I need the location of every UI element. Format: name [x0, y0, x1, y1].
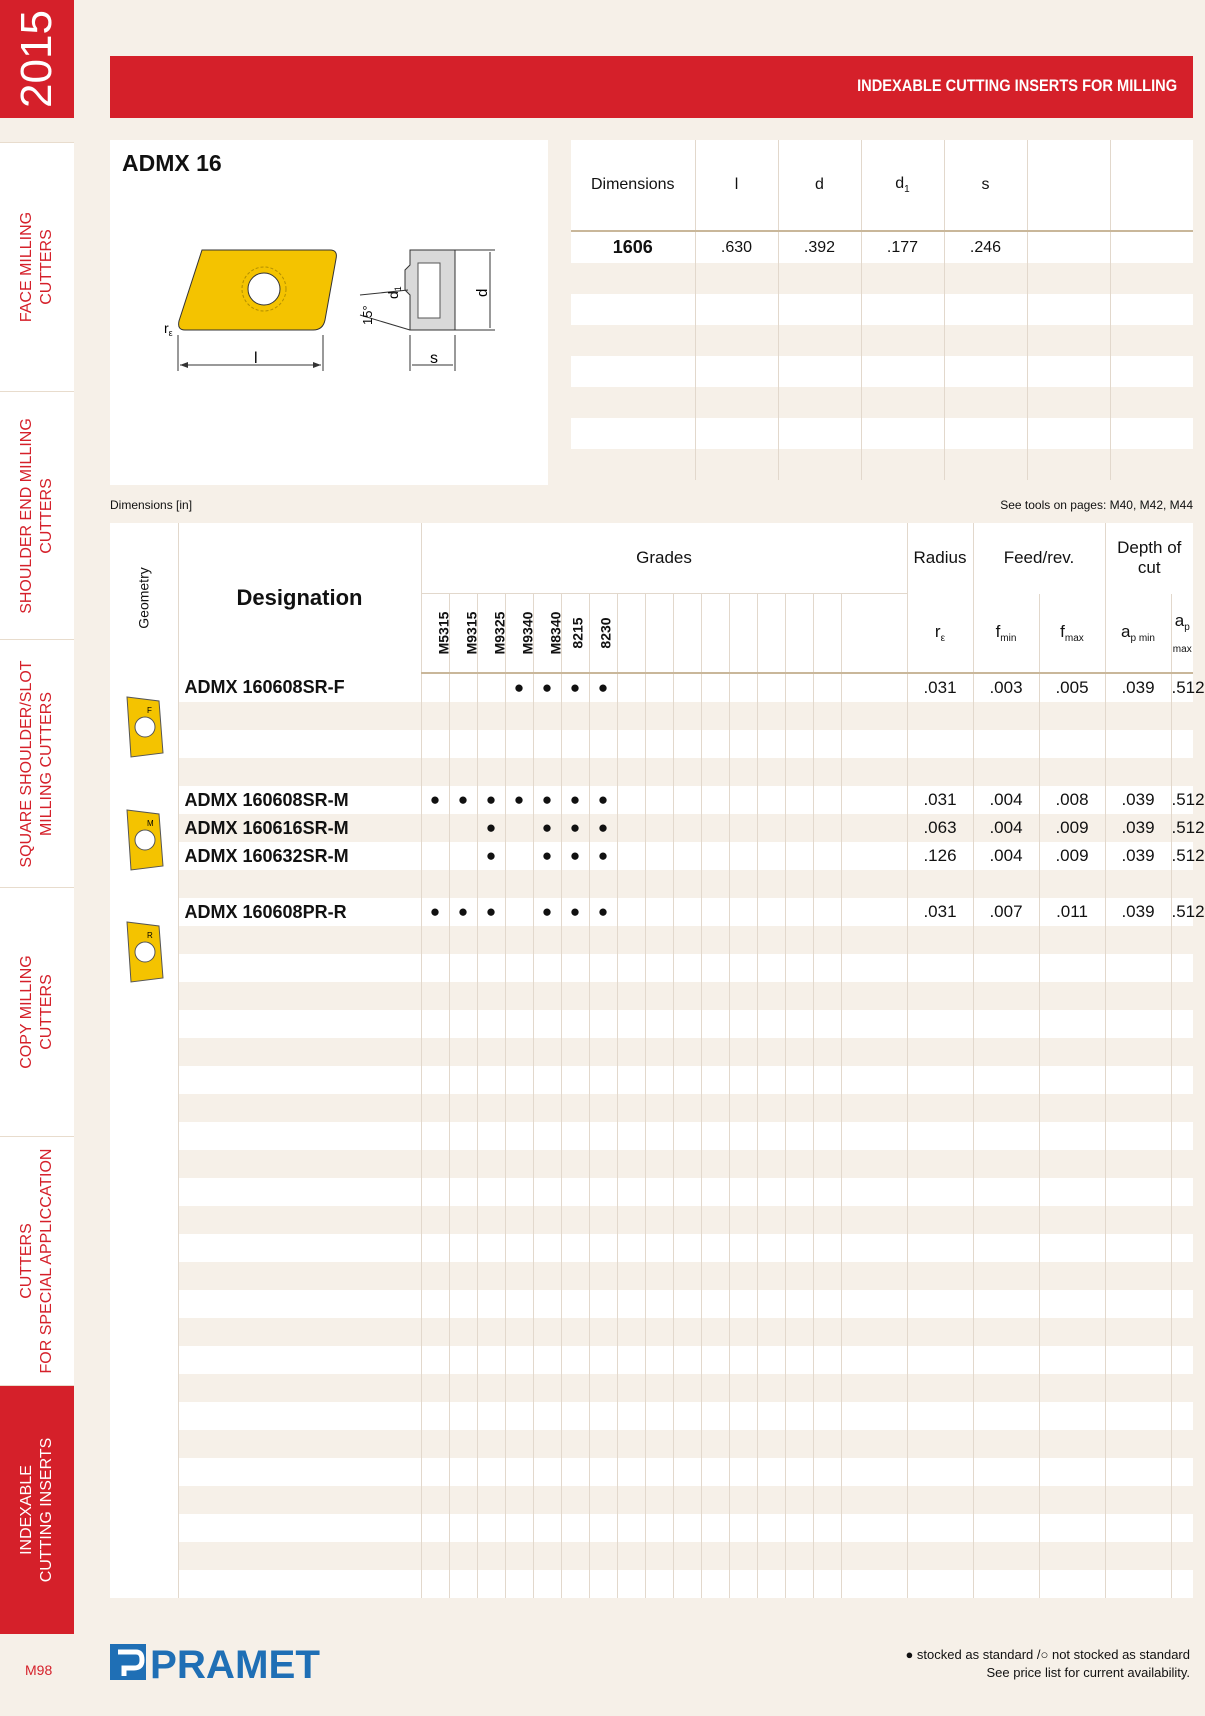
grade-availability: ● [533, 842, 561, 870]
fmax-value: .008 [1039, 786, 1105, 814]
grade-availability: ● [533, 898, 561, 926]
empty-row [110, 1094, 1193, 1122]
apmax-value: .512 [1171, 842, 1193, 870]
year-tab [0, 0, 74, 118]
empty-row [110, 1038, 1193, 1066]
empty-row [110, 758, 1193, 786]
designation-cell: ADMX 160608PR-R [178, 898, 421, 926]
grade-availability: ● [589, 673, 617, 702]
svg-text:F: F [146, 706, 152, 715]
table-row [110, 898, 1193, 926]
header-bar [110, 56, 1193, 118]
empty-row [110, 870, 1193, 898]
sidebar-item-shoulder-end-milling[interactable] [0, 391, 74, 640]
geometry-icon [110, 673, 178, 786]
pramet-logo [110, 1642, 320, 1686]
d-label: d [474, 288, 491, 297]
sidebar-item-label: SQUARE SHOULDER/SLOT MILLING CUTTERS [18, 660, 55, 868]
empty-row [110, 1346, 1193, 1374]
empty-row [110, 982, 1193, 1010]
empty-row [110, 1150, 1193, 1178]
apmax-value: .512 [1171, 814, 1193, 842]
legend [905, 1646, 1190, 1682]
grade-availability: ● [477, 786, 505, 814]
apmin-value: .039 [1105, 898, 1171, 926]
table-row [110, 786, 1193, 814]
grade-availability [421, 814, 449, 842]
l-value: .630 [695, 231, 778, 263]
grade-header: 8215 [561, 594, 589, 674]
empty-row [110, 1206, 1193, 1234]
fmin-value: .004 [973, 814, 1039, 842]
geometry-header: Geometry [110, 523, 178, 673]
empty-row [110, 1178, 1193, 1206]
inserts-table [110, 523, 1205, 1598]
grade-availability: ● [477, 814, 505, 842]
grade-header: M5315 [421, 594, 449, 674]
apmin-subheader: $a_{p min}$ [1105, 594, 1171, 674]
sidebar-item-label: COPY MILLING CUTTERS [18, 955, 55, 1069]
grade-availability: ● [477, 898, 505, 926]
designation-cell: ADMX 160616SR-M [178, 814, 421, 842]
grade-availability: ● [561, 786, 589, 814]
apmin-value: .039 [1105, 673, 1171, 702]
fmax-subheader: $f_{max}$ [1039, 594, 1105, 674]
grade-header: M9315 [449, 594, 477, 674]
sidebar-item-indexable-inserts[interactable] [0, 1385, 74, 1634]
empty-row [110, 1234, 1193, 1262]
fmax-value: .011 [1039, 898, 1105, 926]
apmin-value: .039 [1105, 842, 1171, 870]
empty-row [110, 702, 1193, 730]
empty-row [110, 1430, 1193, 1458]
year-label: 2015 [12, 10, 61, 108]
empty-row [110, 1458, 1193, 1486]
empty-row [110, 1318, 1193, 1346]
grade-availability: ● [589, 898, 617, 926]
geometry-icon [110, 898, 178, 1010]
see-tools-note: See tools on pages: M40, M42, M44 [1000, 498, 1193, 512]
empty-row [110, 1122, 1193, 1150]
grade-availability [477, 673, 505, 702]
designation-cell: ADMX 160608SR-M [178, 786, 421, 814]
apmin-value: .039 [1105, 814, 1171, 842]
fmax-value: .009 [1039, 814, 1105, 842]
fmin-value: .004 [973, 842, 1039, 870]
header-title: INDEXABLE CUTTING INSERTS FOR MILLING [856, 76, 1177, 95]
d1-header: $d_1$ [861, 140, 944, 231]
sidebar-item-label: SHOULDER END MILLING CUTTERS [18, 418, 55, 614]
grade-availability: ● [561, 814, 589, 842]
s-value: .246 [944, 231, 1027, 263]
empty-row [110, 1514, 1193, 1542]
dimensions-table [571, 140, 1193, 480]
apmin-value: .039 [1105, 786, 1171, 814]
grade-header: M8340 [533, 594, 561, 674]
sidebar-item-special-application[interactable] [0, 1136, 74, 1385]
r-value: .031 [907, 786, 973, 814]
grade-availability: ● [449, 786, 477, 814]
radius-header: Radius [907, 523, 973, 594]
dimensions-header-row [571, 140, 1193, 231]
apmax-value: .512 [1171, 673, 1193, 702]
sidebar-item-copy-milling[interactable] [0, 887, 74, 1136]
empty-row [110, 1290, 1193, 1318]
s-label: s [430, 350, 438, 367]
grade-availability: ● [505, 786, 533, 814]
product-title: ADMX 16 [122, 150, 222, 176]
l-header: l [695, 140, 778, 231]
radius-label: $r_\varepsilon$ [164, 320, 173, 338]
designation-cell: ADMX 160632SR-M [178, 842, 421, 870]
grade-availability [421, 842, 449, 870]
grade-availability: ● [421, 898, 449, 926]
empty-row [110, 1570, 1193, 1598]
sidebar-item-square-shoulder[interactable] [0, 639, 74, 888]
grade-availability: ● [421, 786, 449, 814]
empty-row [110, 1010, 1193, 1038]
table-header-row [110, 523, 1193, 594]
grade-availability [449, 673, 477, 702]
grade-availability: ● [505, 673, 533, 702]
apmax-subheader: $a_{p max}$ [1171, 594, 1193, 674]
empty-row [110, 730, 1193, 758]
grade-header: 8230 [589, 594, 617, 674]
table-row [110, 842, 1193, 870]
grade-availability: ● [561, 842, 589, 870]
designation-cell: ADMX 160608SR-F [178, 673, 421, 702]
grade-availability [449, 814, 477, 842]
depth-header: Depth of cut [1105, 523, 1193, 594]
sidebar-item-label: CUTTERS FOR SPECIAL APPLICCATION [18, 1148, 55, 1374]
sidebar-item-label: FACE MILLING CUTTERS [18, 211, 55, 323]
designation-header: Designation [178, 523, 421, 673]
grade-availability: ● [533, 814, 561, 842]
dimensions-header: Dimensions [571, 140, 695, 231]
grade-availability: ● [533, 673, 561, 702]
grade-availability [505, 814, 533, 842]
logo-text: PRAMET [150, 1643, 320, 1687]
grade-availability [505, 898, 533, 926]
r-value: .031 [907, 673, 973, 702]
fmax-value: .005 [1039, 673, 1105, 702]
fmin-value: .003 [973, 673, 1039, 702]
empty-row [110, 1486, 1193, 1514]
grade-availability: ● [561, 673, 589, 702]
s-header: s [944, 140, 1027, 231]
fmin-subheader: $f_{min}$ [973, 594, 1039, 674]
grade-header: M9340 [505, 594, 533, 674]
grade-availability: ● [533, 786, 561, 814]
grade-availability [421, 673, 449, 702]
legend-line: ● stocked as standard /○ not stocked as standard [905, 1647, 1190, 1662]
grade-header: M9325 [477, 594, 505, 674]
dimension-code: 1606 [571, 231, 695, 263]
fmax-value: .009 [1039, 842, 1105, 870]
grade-availability [505, 842, 533, 870]
insert-side-view [360, 250, 495, 371]
geometry-icon [110, 786, 178, 898]
r-value: .031 [907, 898, 973, 926]
radius-subheader: $r_\varepsilon$ [907, 594, 973, 674]
d-value: .392 [778, 231, 861, 263]
r-value: .063 [907, 814, 973, 842]
grade-availability: ● [449, 898, 477, 926]
grade-availability [449, 842, 477, 870]
fmin-value: .007 [973, 898, 1039, 926]
sidebar-item-face-milling[interactable] [0, 142, 74, 391]
grade-availability: ● [589, 786, 617, 814]
dimensions-unit: Dimensions [in] [110, 498, 193, 512]
empty-row [110, 954, 1193, 982]
empty-row [110, 1402, 1193, 1430]
empty-row [110, 1066, 1193, 1094]
feed-header: Feed/rev. [973, 523, 1105, 594]
grades-header: Grades [421, 523, 907, 594]
svg-text:M: M [146, 818, 154, 828]
legend-line: See price list for current availability. [986, 1665, 1190, 1680]
apmax-value: .512 [1171, 786, 1193, 814]
grade-availability: ● [561, 898, 589, 926]
empty-row [110, 1542, 1193, 1570]
svg-text:R: R [146, 930, 153, 940]
empty-row [110, 1374, 1193, 1402]
angle-label: 15° [360, 305, 375, 325]
table-row [110, 673, 1193, 702]
apmax-value: .512 [1171, 898, 1193, 926]
fmin-value: .004 [973, 786, 1039, 814]
r-value: .126 [907, 842, 973, 870]
length-label: l [254, 350, 258, 367]
empty-row [110, 926, 1193, 954]
d-header: d [778, 140, 861, 231]
table-row [110, 814, 1193, 842]
d1-label: $d_1$ [385, 286, 403, 299]
page-number: M98 [25, 1662, 53, 1678]
empty-row [110, 1262, 1193, 1290]
grade-availability: ● [589, 814, 617, 842]
grade-availability: ● [477, 842, 505, 870]
sidebar-item-label: INDEXABLE CUTTING INSERTS [18, 1437, 55, 1583]
d1-value: .177 [861, 231, 944, 263]
table-row [571, 231, 1193, 263]
grade-availability: ● [589, 842, 617, 870]
insert-drawing [150, 235, 510, 375]
